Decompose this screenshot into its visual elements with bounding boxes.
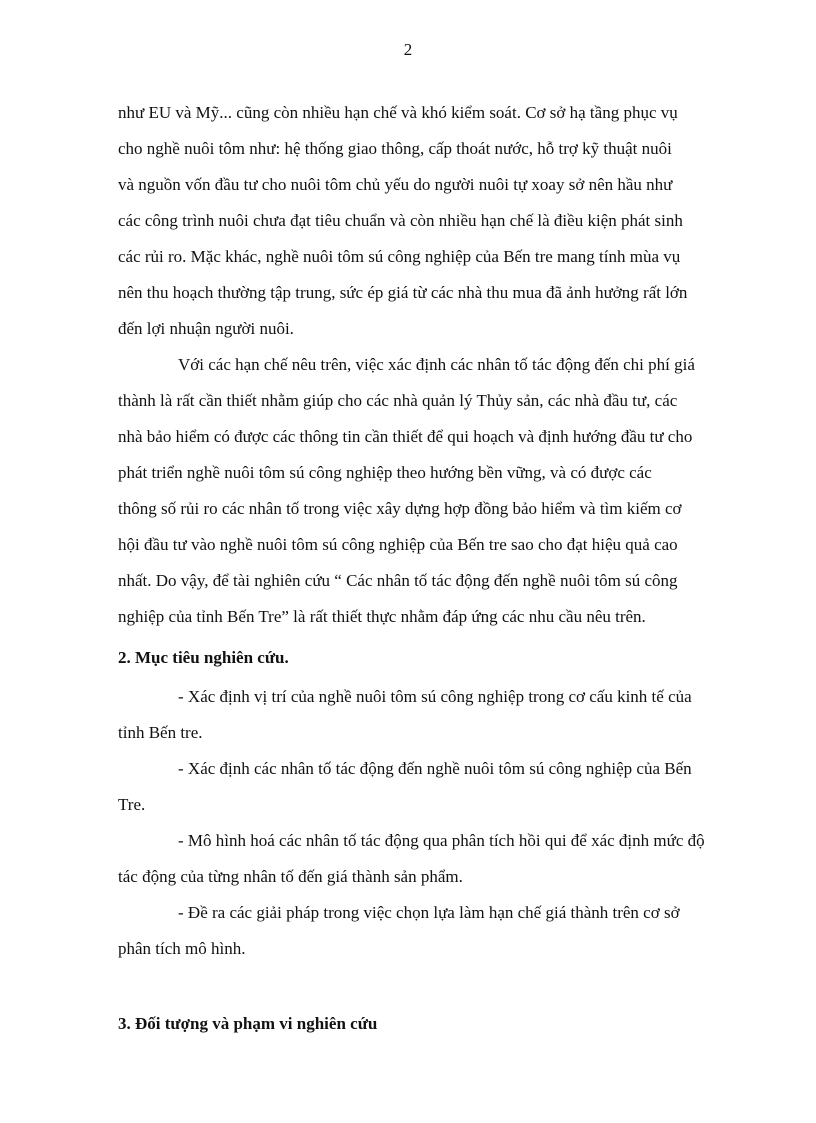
paragraph-2-line-8: nghiệp của tỉnh Bến Tre” là rất thiết thực nhằm đáp ứng các nhu cầu nêu trên. — [118, 607, 646, 626]
objective-3-line-2: tác động của từng nhân tố đến giá thành sản phẩm. — [118, 867, 463, 886]
paragraph-2-line-3: nhà bảo hiểm có được các thông tin cần thiết để qui hoạch và định hướng đầu tư cho — [118, 427, 693, 446]
objective-4-line-2: phân tích mô hình. — [118, 939, 246, 958]
objective-3-line-1: - Mô hình hoá các nhân tố tác động qua phân tích hồi qui để xác định mức độ — [178, 831, 705, 850]
objective-2-line-2: Tre. — [118, 795, 146, 814]
paragraph-2-line-1: Với các hạn chế nêu trên, việc xác định các nhân tố tác động đến chi phí giá — [178, 355, 695, 374]
paragraph-1-line-5: các rủi ro. Mặc khác, nghề nuôi tôm sú công nghiệp của Bến tre mang tính mùa vụ — [118, 247, 681, 266]
objective-2-line-1: - Xác định các nhân tố tác động đến nghề nuôi tôm sú công nghiệp của Bến — [178, 759, 692, 778]
paragraph-1-line-6: nên thu hoạch thường tập trung, sức ép giá từ các nhà thu mua đã ảnh hưởng rất lớn — [118, 283, 688, 302]
objective-4-line-1: - Đề ra các giải pháp trong việc chọn lựa làm hạn chế giá thành trên cơ sở — [178, 903, 680, 922]
objective-1-line-1: - Xác định vị trí của nghề nuôi tôm sú công nghiệp trong cơ cấu kinh tế của — [178, 687, 692, 706]
paragraph-2-line-4: phát triển nghề nuôi tôm sú công nghiệp theo hướng bền vững, và có được các — [118, 463, 652, 482]
paragraph-1-line-3: và nguồn vốn đầu tư cho nuôi tôm chủ yếu do người nuôi tự xoay sở nên hầu như — [118, 175, 673, 194]
section-heading-scope: 3. Đối tượng và phạm vi nghiên cứu — [118, 1014, 378, 1033]
objective-1-line-2: tỉnh Bến tre. — [118, 723, 203, 742]
paragraph-2-line-6: hội đầu tư vào nghề nuôi tôm sú công nghiệp của Bến tre sao cho đạt hiệu quả cao — [118, 535, 678, 554]
paragraph-2-line-7: nhất. Do vậy, để tài nghiên cứu “ Các nhân tố tác động đến nghề nuôi tôm sú công — [118, 571, 678, 590]
paragraph-1-line-1: như EU và Mỹ... cũng còn nhiều hạn chế và khó kiểm soát. Cơ sở hạ tầng phục vụ — [118, 103, 678, 122]
section-heading-objectives: 2. Mục tiêu nghiên cứu. — [118, 648, 289, 667]
paragraph-1-line-4: các công trình nuôi chưa đạt tiêu chuẩn và còn nhiều hạn chế là điều kiện phát sinh — [118, 211, 683, 230]
paragraph-1-line-2: cho nghề nuôi tôm như: hệ thống giao thông, cấp thoát nước, hỗ trợ kỹ thuật nuôi — [118, 139, 672, 158]
page-number: 2 — [403, 40, 413, 59]
paragraph-2-line-2: thành là rất cần thiết nhằm giúp cho các nhà quản lý Thủy sản, các nhà đầu tư, các — [118, 391, 678, 410]
paragraph-1-line-7: đến lợi nhuận người nuôi. — [118, 319, 294, 338]
paragraph-2-line-5: thông số rủi ro các nhân tố trong việc xây dựng hợp đồng bảo hiểm và tìm kiếm cơ — [118, 499, 682, 518]
